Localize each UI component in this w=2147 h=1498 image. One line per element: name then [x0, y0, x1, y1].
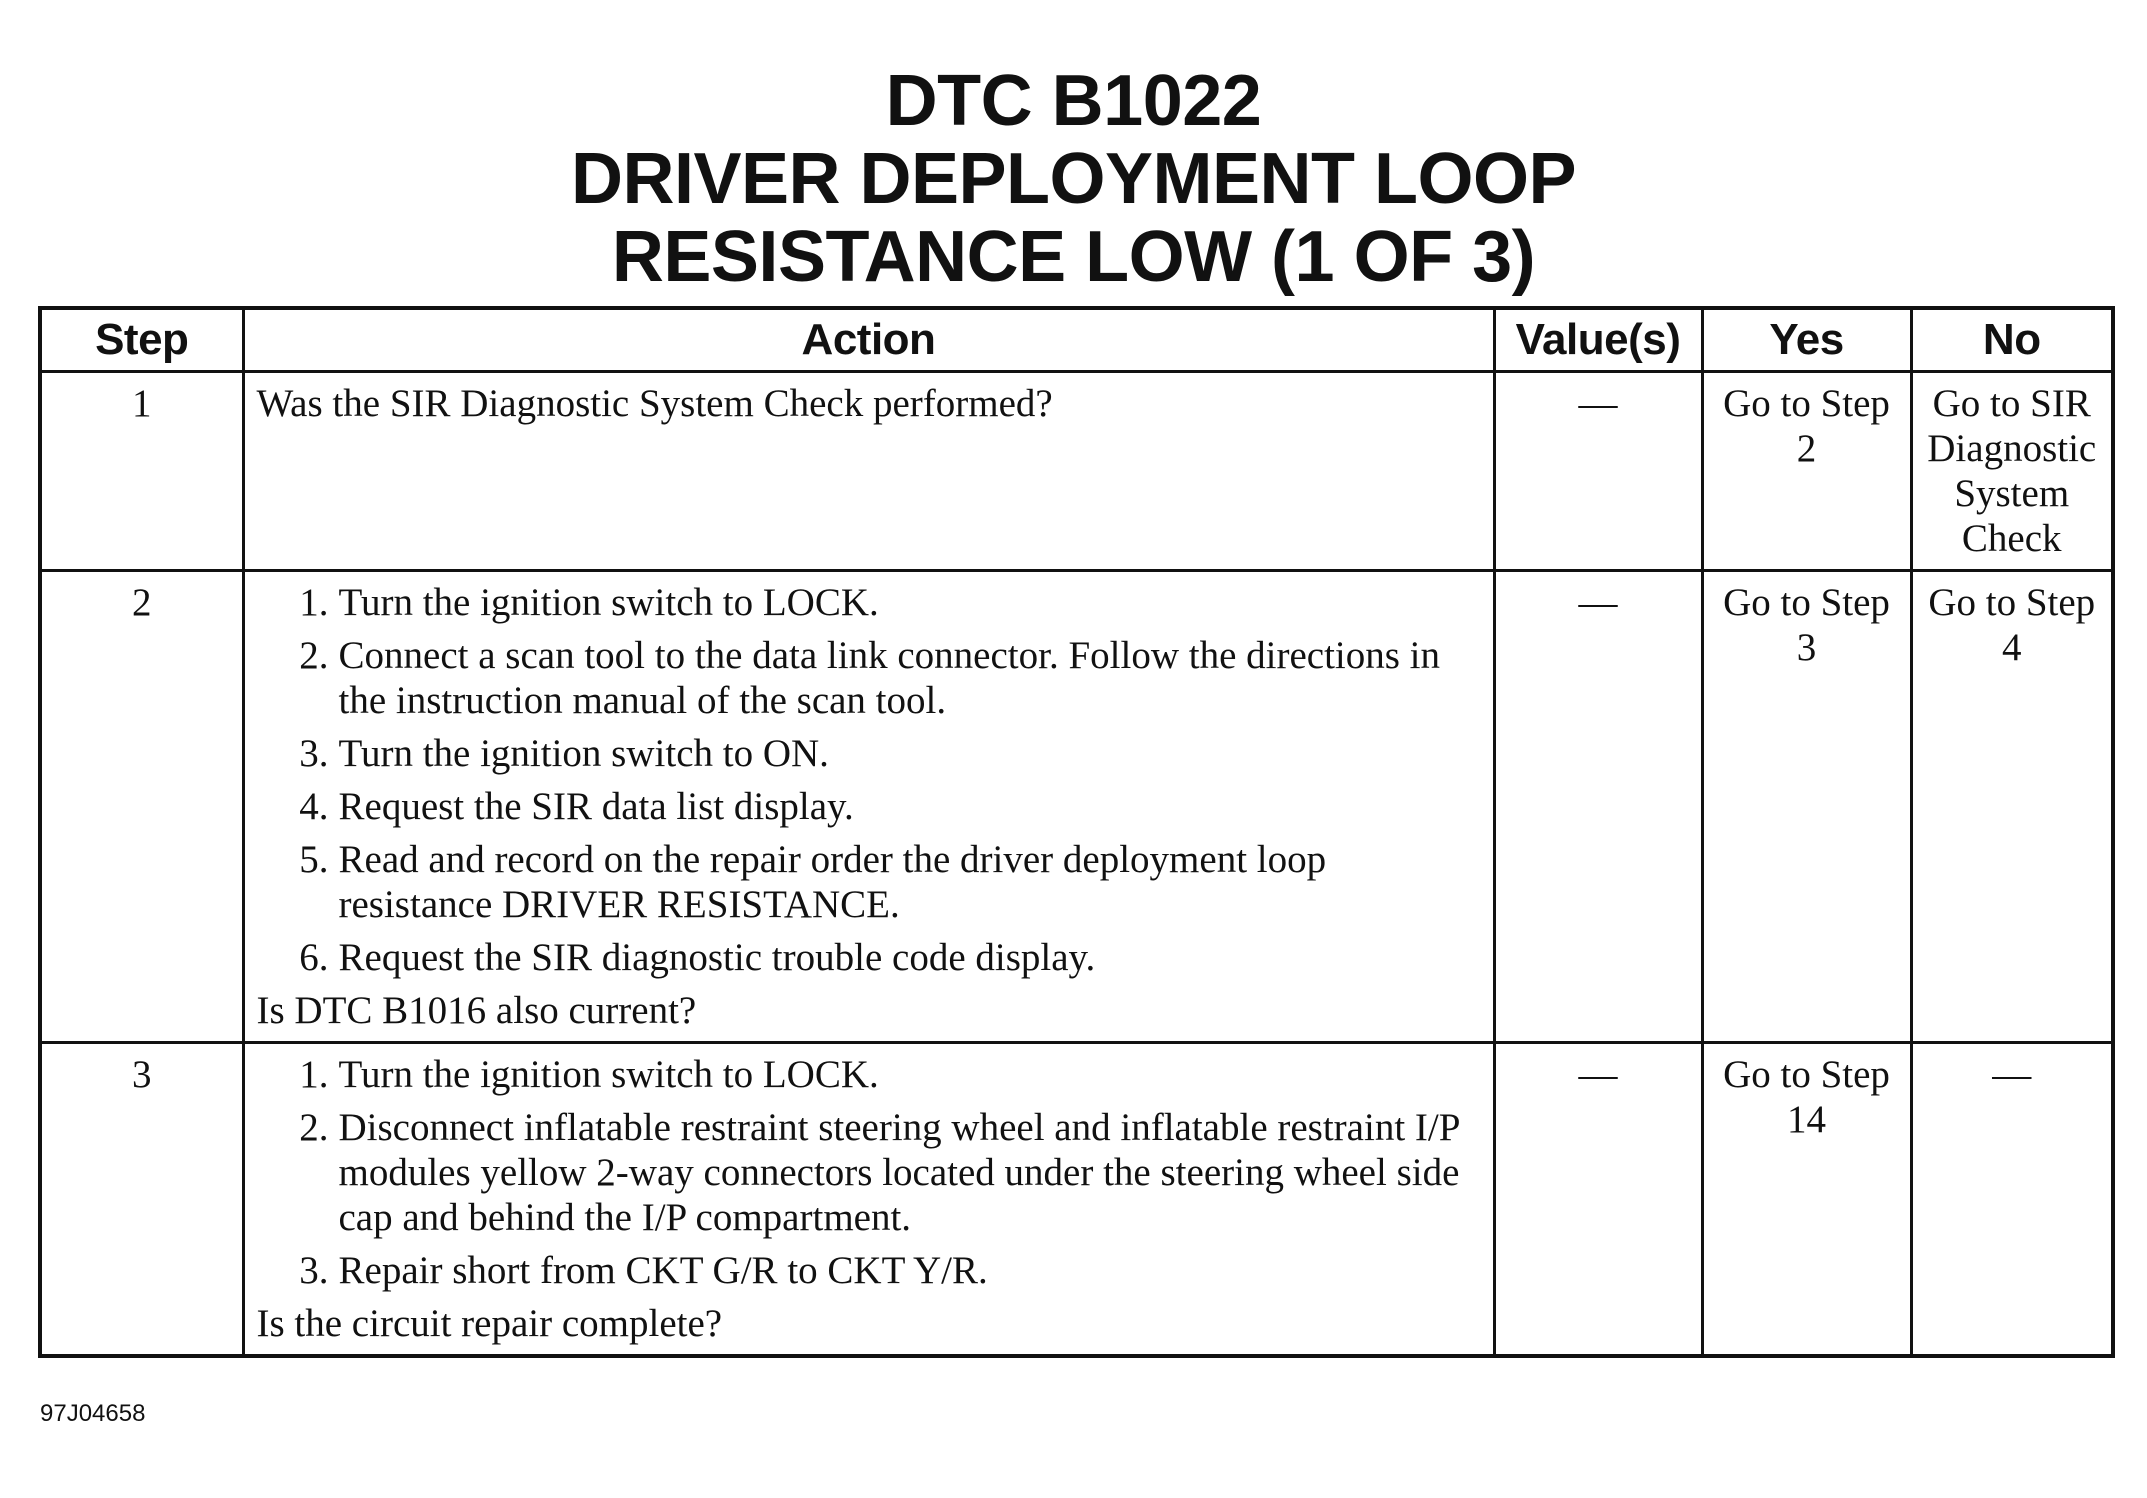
title-line-1: DTC B1022 — [885, 61, 1262, 141]
table-row — [40, 372, 2113, 571]
action-question: Is DTC B1016 also current? — [256, 989, 697, 1032]
value-cell: — — [1494, 372, 1702, 571]
action-step — [257, 1052, 1481, 1097]
yes-cell: Go to Step 2 — [1702, 372, 1911, 571]
title-line-2: DRIVER DEPLOYMENT LOOP — [570, 139, 1577, 219]
value-cell: — — [1494, 571, 1702, 1043]
step-number: 2 — [40, 571, 243, 1043]
action-steps-list — [257, 1052, 1481, 1293]
diagnostic-table — [38, 306, 2115, 1358]
action-step-text: Request the SIR diagnostic trouble code display. — [338, 936, 1096, 979]
action-step-number: 3. — [299, 732, 329, 775]
header-values: Value(s) — [1494, 308, 1702, 372]
action-step — [257, 837, 1481, 927]
action-step-text: Disconnect inflatable restraint steering wheel and inflatable restraint I/P modules yellow 2-way connectors located under the steering wheel side cap and behind the I/P compartment. — [338, 1106, 1460, 1239]
action-step-number: 1. — [299, 581, 329, 624]
action-step-text: Request the SIR data list display. — [338, 785, 854, 828]
no-cell: Go to SIR Diagnostic System Check — [1911, 372, 2113, 571]
action-steps-list — [257, 580, 1481, 980]
no-cell: — — [1911, 1043, 2113, 1357]
action-step-text: Read and record on the repair order the driver deployment loop resistance DRIVER RESISTANCE. — [338, 838, 1327, 926]
header-step: Step — [40, 308, 243, 372]
action-step — [257, 784, 1481, 829]
action-question: Is the circuit repair complete? — [256, 1302, 723, 1345]
figure-code: 97J04658 — [40, 1400, 146, 1427]
table-row — [40, 1043, 2113, 1357]
action-step — [257, 1248, 1481, 1293]
action-step — [257, 731, 1481, 776]
action-step-number: 6. — [299, 936, 329, 979]
title-line-3: RESISTANCE LOW (1 OF 3) — [611, 217, 1536, 297]
value-cell: — — [1494, 1043, 1702, 1357]
action-step-text: Turn the ignition switch to LOCK. — [338, 581, 879, 624]
action-step — [257, 935, 1481, 980]
header-action: Action — [243, 308, 1494, 372]
yes-cell: Go to Step 14 — [1702, 1043, 1911, 1357]
action-step-text: Turn the ignition switch to LOCK. — [338, 1053, 879, 1096]
step-number: 1 — [40, 372, 243, 571]
action-step-text: Turn the ignition switch to ON. — [338, 732, 829, 775]
action-step-number: 2. — [299, 1106, 329, 1149]
header-no: No — [1911, 308, 2113, 372]
action-step-number: 3. — [299, 1249, 329, 1292]
table-row — [40, 571, 2113, 1043]
action-step-text: Connect a scan tool to the data link connector. Follow the directions in the instruction manual of the scan tool. — [338, 634, 1441, 722]
document-title — [0, 62, 2147, 296]
action-step-number: 2. — [299, 634, 329, 677]
action-step — [257, 1105, 1481, 1240]
action-step — [257, 580, 1481, 625]
no-cell: Go to Step 4 — [1911, 571, 2113, 1043]
action-step-text: Repair short from CKT G/R to CKT Y/R. — [338, 1249, 988, 1292]
action-cell — [243, 372, 1494, 571]
step-number: 3 — [40, 1043, 243, 1357]
action-cell — [243, 1043, 1494, 1357]
action-step-number: 1. — [299, 1053, 329, 1096]
action-step — [257, 633, 1481, 723]
yes-cell: Go to Step 3 — [1702, 571, 1911, 1043]
header-yes: Yes — [1702, 308, 1911, 372]
action-question: Was the SIR Diagnostic System Check performed? — [256, 382, 1053, 425]
action-step-number: 5. — [299, 838, 329, 881]
action-step-number: 4. — [299, 785, 329, 828]
table-header-row — [40, 308, 2113, 372]
action-cell — [243, 571, 1494, 1043]
